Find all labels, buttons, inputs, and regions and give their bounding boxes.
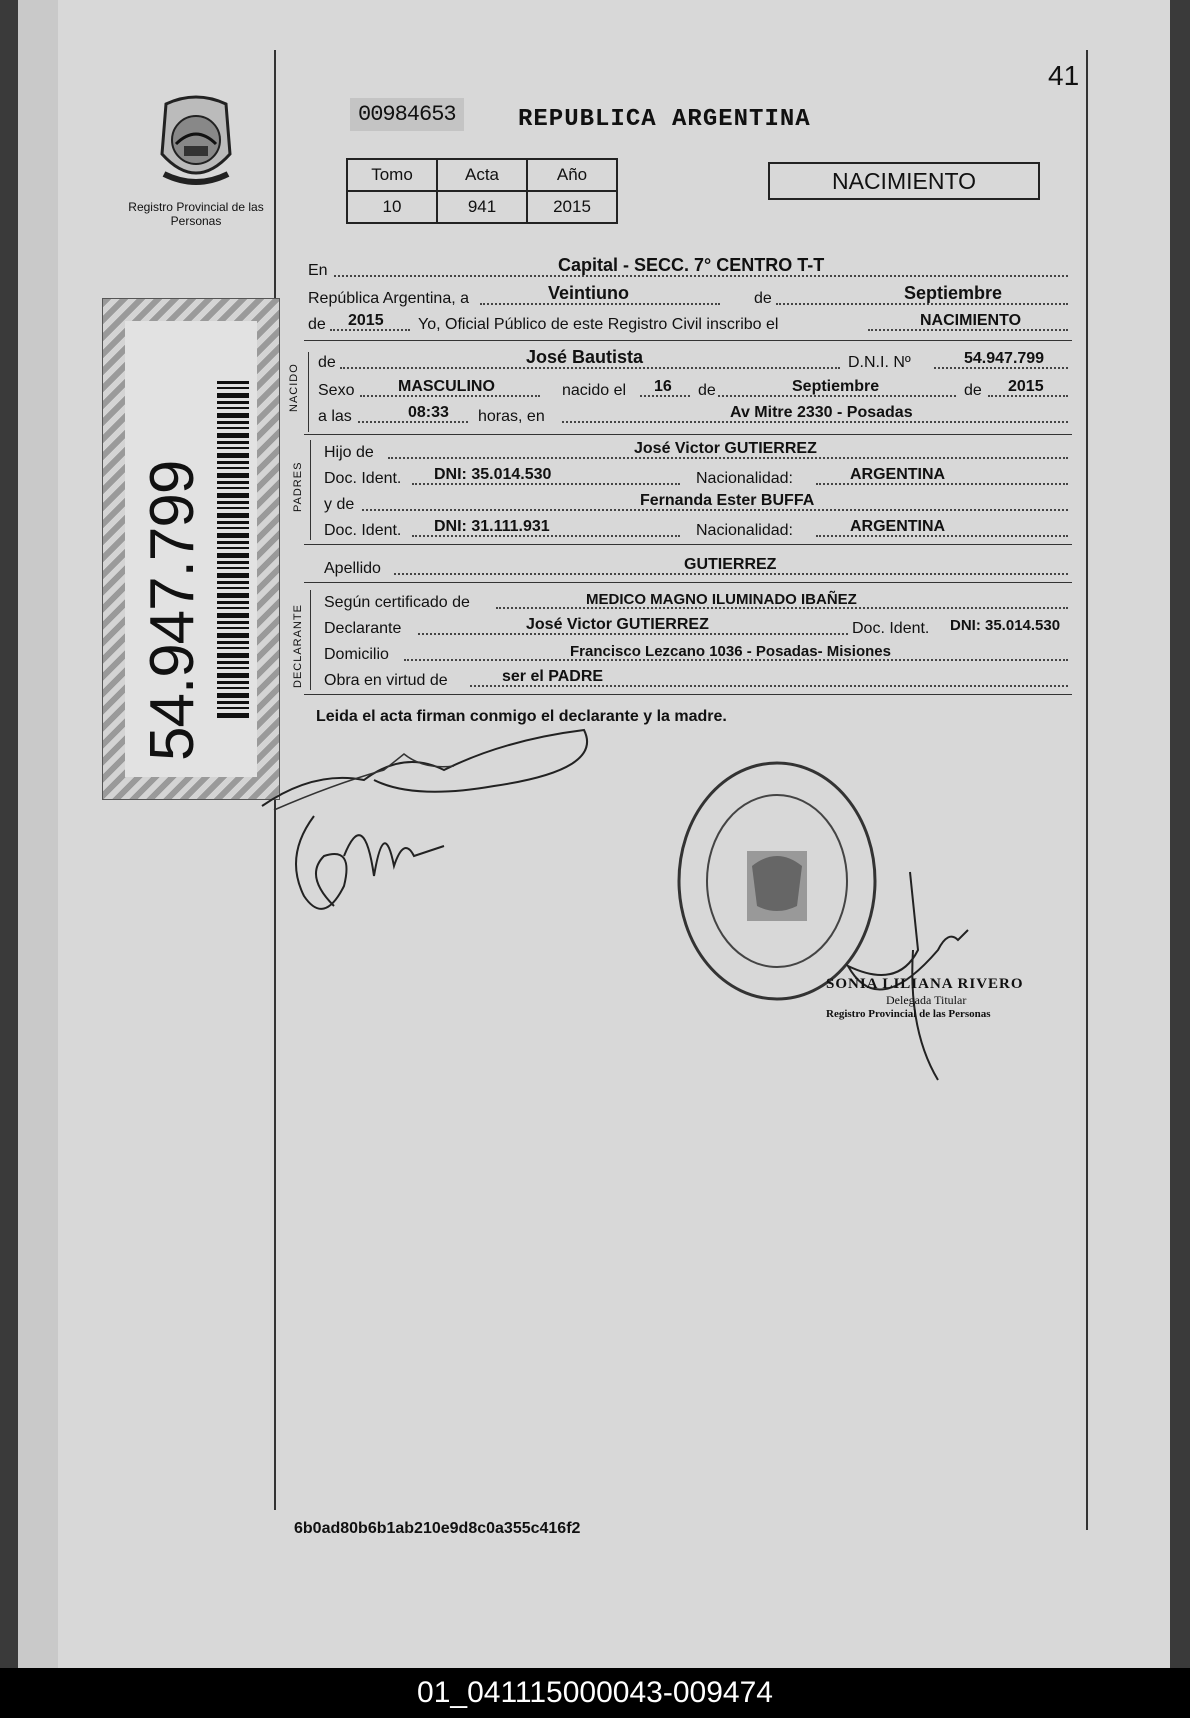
republica-label: República Argentina, a — [308, 290, 469, 307]
barcode-number: 54.947.799 — [138, 460, 207, 761]
padres-bracket — [310, 440, 311, 540]
official-title: Delegada Titular — [886, 993, 967, 1007]
official-name: SONIA LILIANA RIVERO — [826, 976, 1024, 992]
cert-value: MEDICO MAGNO ILUMINADO IBAÑEZ — [586, 591, 857, 608]
tomo-header: Tomo — [347, 159, 437, 191]
inscribo-row — [308, 310, 1068, 334]
a-las-label: a las — [318, 408, 352, 425]
intro-divider — [304, 340, 1072, 341]
padres-block — [324, 438, 1068, 542]
sexo-label: Sexo — [318, 382, 355, 399]
acta-value: 941 — [437, 191, 527, 223]
hora-row — [318, 402, 1068, 426]
birth-year-value: 2015 — [1008, 378, 1044, 395]
day-value: Veintiuno — [548, 283, 629, 303]
father-nat-label: Nacionalidad: — [696, 470, 793, 487]
father-nat-value: ARGENTINA — [850, 466, 946, 483]
mother-nat-label: Nacionalidad: — [696, 522, 793, 539]
child-dni-value: 54.947.799 — [964, 350, 1045, 367]
dni-label: D.N.I. Nº — [848, 354, 911, 371]
right-frame-line — [1086, 50, 1088, 1530]
tomo-value: 10 — [347, 191, 437, 223]
child-name-value: José Bautista — [526, 347, 644, 367]
obra-label: Obra en virtud de — [324, 672, 448, 689]
apellido-divider — [304, 582, 1072, 583]
birth-place-value: Av Mitre 2330 - Posadas — [730, 404, 913, 421]
official-office: Registro Provincial de las Personas — [826, 1008, 991, 1020]
year-value: 2015 — [348, 312, 384, 329]
ano-value: 2015 — [527, 191, 617, 223]
mother-nat-value: ARGENTINA — [850, 518, 946, 535]
decl-doc-label: Doc. Ident. — [852, 620, 930, 637]
obra-row — [324, 666, 1068, 690]
intro-block — [308, 256, 1068, 336]
father-doc-row — [324, 464, 1068, 488]
barcode-label — [125, 321, 257, 777]
dom-value: Francisco Lezcano 1036 - Posadas- Misiones — [570, 643, 891, 660]
hijo-de-label: Hijo de — [324, 444, 374, 461]
decl-doc-value: DNI: 35.014.530 — [950, 617, 1061, 634]
mother-row — [324, 490, 1068, 514]
month-value: Septiembre — [904, 283, 1003, 303]
barcode-bars — [217, 381, 249, 721]
mother-doc-row — [324, 516, 1068, 540]
father-doc-label: Doc. Ident. — [324, 470, 402, 487]
misiones-crest-icon — [146, 94, 246, 194]
document-page — [18, 0, 1170, 1668]
mother-doc-value: DNI: 31.111.931 — [434, 518, 550, 535]
father-doc-value: DNI: 35.014.530 — [434, 466, 552, 483]
birth-month-value: Septiembre — [792, 378, 880, 395]
en-label: En — [308, 262, 328, 279]
declarante-block — [324, 588, 1068, 692]
tomo-acta-table — [346, 158, 618, 224]
nacido-section-label: NACIDO — [288, 363, 300, 412]
sexo-value: MASCULINO — [398, 378, 495, 395]
cert-label: Según certificado de — [324, 594, 470, 611]
ano-header: Año — [527, 159, 617, 191]
mother-name-value: Fernanda Ester BUFFA — [640, 492, 815, 509]
birth-time-value: 08:33 — [408, 404, 449, 421]
page-edge — [18, 0, 58, 1668]
apellido-row — [324, 554, 1068, 578]
date-row — [308, 284, 1068, 308]
nacido-el-label: nacido el — [562, 382, 627, 399]
province-logo — [146, 94, 246, 194]
closing-statement: Leida el acta firman conmigo el declarante y la madre. — [316, 708, 727, 725]
mother-signature-icon — [274, 796, 474, 936]
nacido-bracket — [308, 352, 309, 432]
decl-row — [324, 614, 1068, 638]
page-number: 41 — [1048, 60, 1080, 91]
father-row — [324, 438, 1068, 462]
country-title: REPUBLICA ARGENTINA — [518, 106, 811, 133]
en-value: Capital - SECC. 7° CENTRO T-T — [558, 255, 825, 275]
padres-section-label: PADRES — [292, 461, 304, 512]
father-name-value: José Victor GUTIERREZ — [634, 440, 817, 457]
scan-footer-id: 01_041115000043-009474 — [0, 1668, 1190, 1718]
declarante-section-label: DECLARANTE — [292, 604, 304, 688]
y-de-label: y de — [324, 496, 355, 513]
dom-label: Domicilio — [324, 646, 389, 663]
declarante-bracket — [310, 590, 311, 690]
nacido-divider — [304, 434, 1072, 435]
de2-label: de — [308, 316, 326, 333]
apellido-label: Apellido — [324, 560, 381, 577]
cert-row — [324, 588, 1068, 612]
name-row — [318, 348, 1068, 372]
de-label: de — [754, 290, 772, 307]
official-block — [826, 976, 1076, 1020]
nacido-de3-label: de — [964, 382, 982, 399]
horas-label: horas, en — [478, 408, 545, 425]
padres-divider — [304, 544, 1072, 545]
en-row — [308, 256, 1068, 280]
mother-signature — [274, 796, 474, 936]
registry-caption: Registro Provincial de las Personas — [128, 200, 264, 228]
apellido-value: GUTIERREZ — [684, 556, 777, 573]
decl-value: José Victor GUTIERREZ — [526, 616, 709, 633]
dom-row — [324, 640, 1068, 664]
nacido-de-label: de — [318, 354, 336, 371]
decl-label: Declarante — [324, 620, 402, 637]
obra-value: ser el PADRE — [502, 668, 604, 685]
sexo-row — [318, 376, 1068, 400]
nacido-de2-label: de — [698, 382, 716, 399]
document-hash: 6b0ad80b6b1ab210e9d8c0a355c416f2 — [294, 1520, 581, 1537]
mother-doc-label: Doc. Ident. — [324, 522, 402, 539]
inscribo-value: NACIMIENTO — [920, 312, 1022, 329]
acta-header: Acta — [437, 159, 527, 191]
nacido-block — [318, 348, 1068, 432]
declarante-divider — [304, 694, 1072, 695]
serial-number: 00984653 — [350, 98, 464, 131]
record-type-box: NACIMIENTO — [768, 162, 1040, 200]
inscribo-label: Yo, Oficial Público de este Registro Civil inscribo el — [418, 316, 779, 333]
birth-day-value: 16 — [654, 378, 672, 395]
